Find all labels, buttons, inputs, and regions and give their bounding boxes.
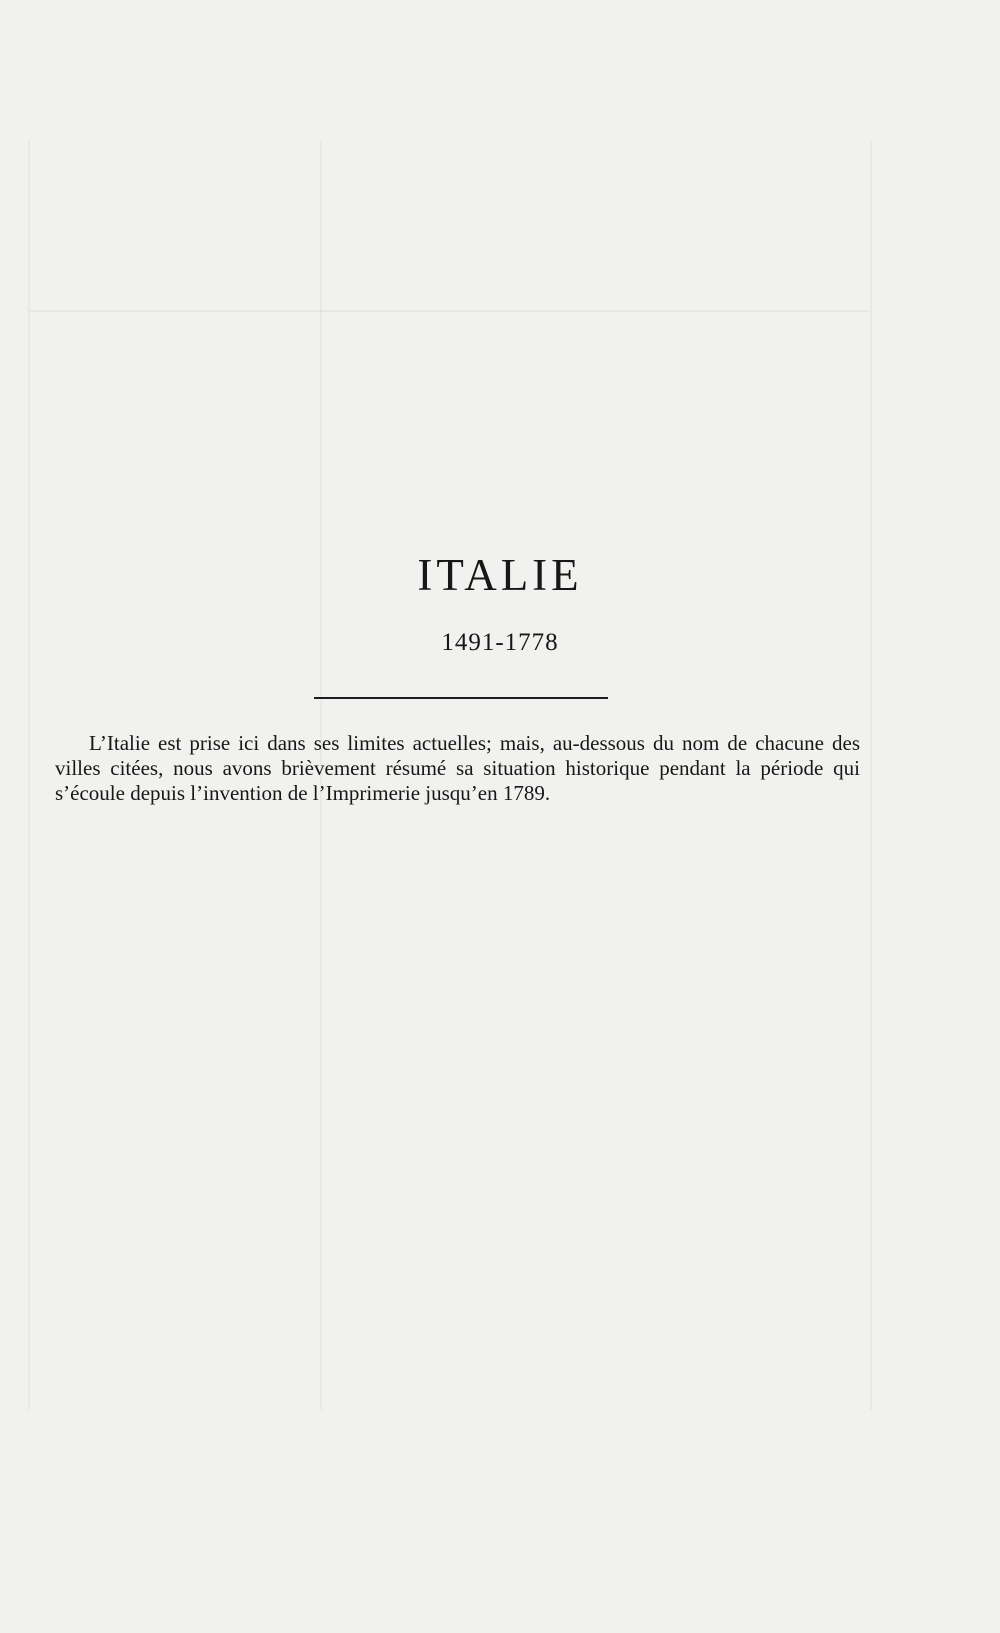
- date-range: 1491-1778: [441, 629, 559, 656]
- intro-paragraph: L’Italie est prise ici dans ses limites actuelles; mais, au-dessous du nom de chacune des villes citées, nous avons brièvement résumé sa situation historique pendant la période qui s’écoule depuis l’invention de l’Imprimerie jusqu’en 1789.: [55, 731, 860, 805]
- title-divider: [314, 697, 608, 699]
- page-title: ITALIE: [417, 550, 583, 600]
